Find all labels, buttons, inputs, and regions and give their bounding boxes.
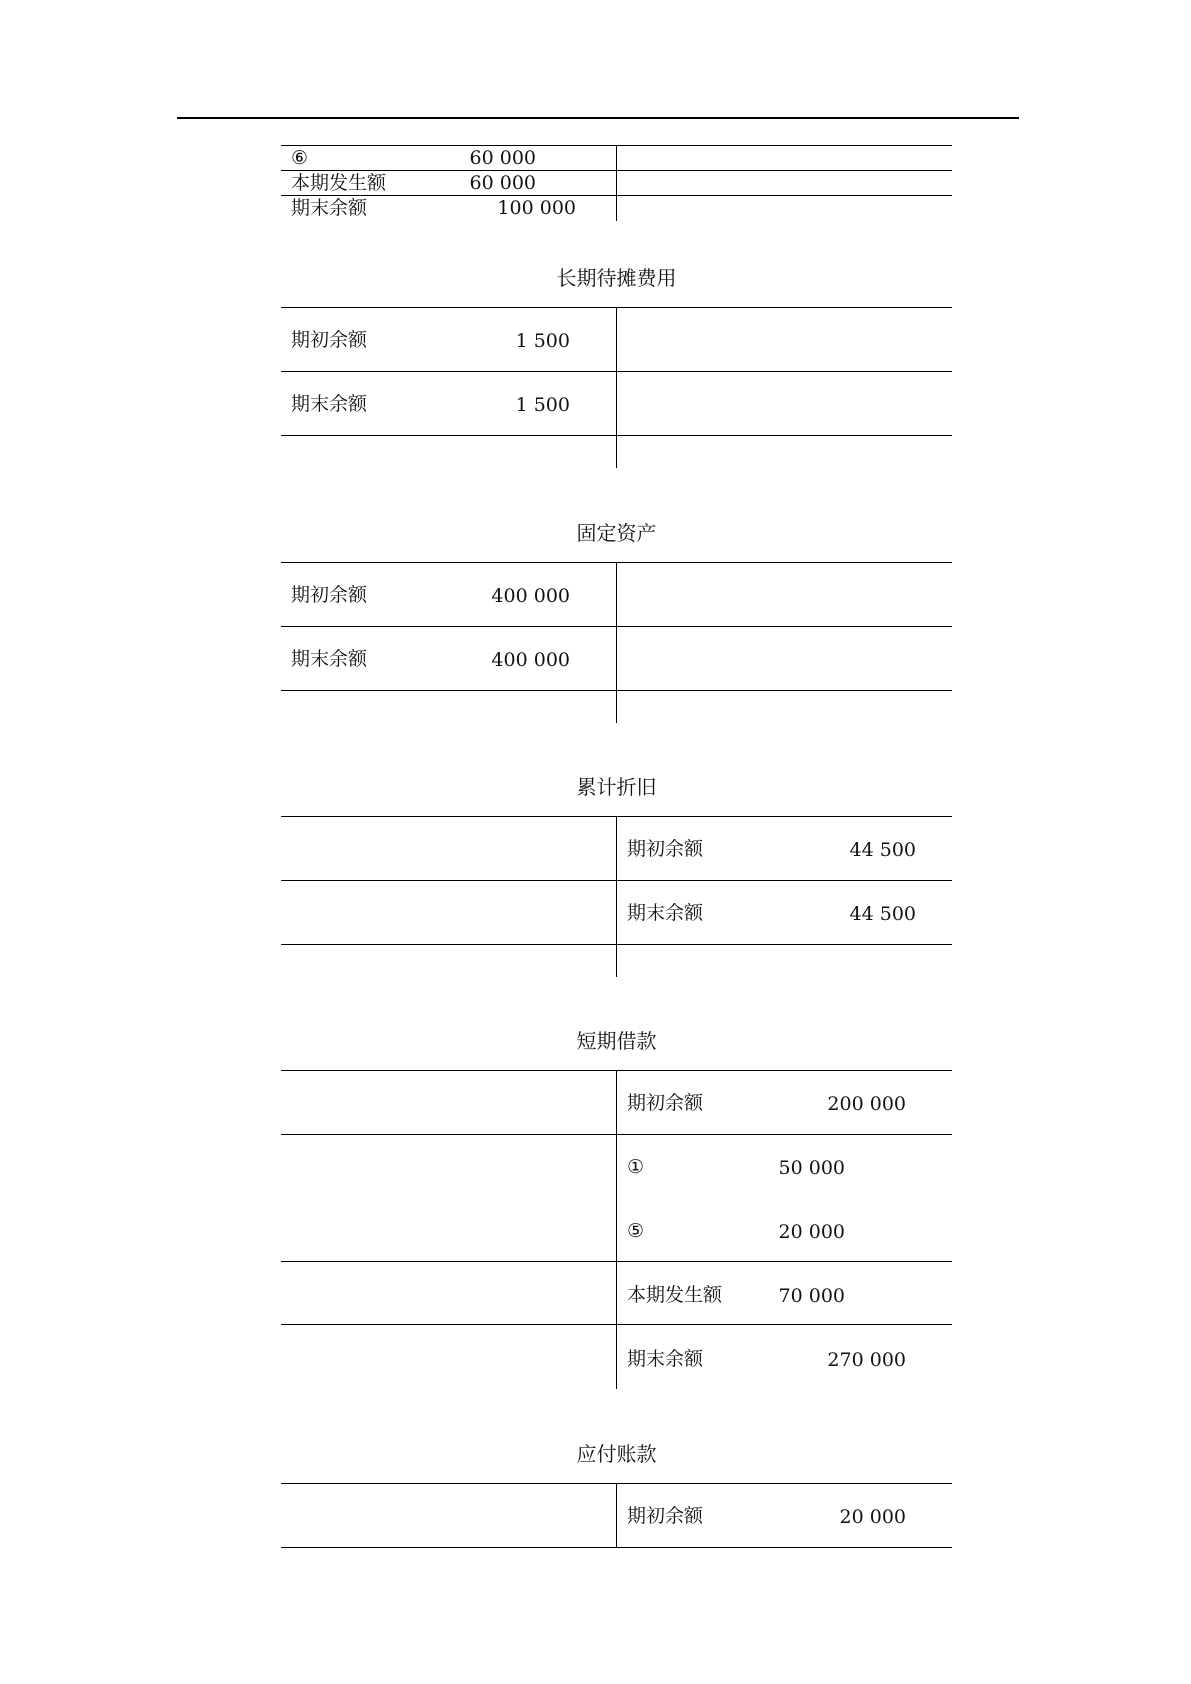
- entry-label: 期末余额: [627, 1348, 704, 1370]
- entry-label: 期初余额: [627, 838, 704, 860]
- entry-label: ⑥: [291, 147, 309, 169]
- account-title: 短期借款: [576, 1029, 657, 1053]
- entry-amount: 44 500: [849, 903, 916, 925]
- entry-amount: 50 000: [778, 1157, 845, 1179]
- entry-amount: 20 000: [839, 1506, 906, 1528]
- entry-amount: 100 000: [497, 197, 576, 219]
- row-divider: [281, 1547, 952, 1548]
- entry-amount: 1 500: [515, 394, 570, 416]
- t-account-center-line: [616, 1070, 617, 1389]
- entry-amount: 60 000: [469, 147, 536, 169]
- entry-label: 期末余额: [291, 648, 368, 670]
- entry-label: 期末余额: [627, 902, 704, 924]
- entry-label: 期初余额: [291, 329, 368, 351]
- entry-amount: 20 000: [778, 1221, 845, 1243]
- t-account-center-line: [616, 307, 617, 468]
- entry-label: 期末余额: [291, 393, 368, 415]
- account-title: 累计折旧: [576, 775, 657, 799]
- entry-amount: 200 000: [827, 1093, 906, 1115]
- entry-label: 期末余额: [291, 197, 368, 219]
- account-title: 固定资产: [576, 521, 657, 545]
- entry-label: ⑤: [627, 1220, 645, 1242]
- entry-label: 期初余额: [627, 1505, 704, 1527]
- entry-amount: 44 500: [849, 839, 916, 861]
- account-title: 应付账款: [576, 1442, 657, 1466]
- entry-label: 本期发生额: [627, 1284, 723, 1306]
- t-account-center-line: [616, 816, 617, 977]
- page-header-rule: [177, 117, 1019, 119]
- entry-amount: 270 000: [827, 1349, 906, 1371]
- entry-amount: 400 000: [491, 585, 570, 607]
- entry-label: 期初余额: [627, 1092, 704, 1114]
- t-account-center-line: [616, 1483, 617, 1547]
- entry-label: 本期发生额: [291, 172, 387, 194]
- account-title: 长期待摊费用: [556, 266, 677, 290]
- entry-amount: 70 000: [778, 1285, 845, 1307]
- entry-label: 期初余额: [291, 584, 368, 606]
- entry-amount: 1 500: [515, 330, 570, 352]
- entry-amount: 400 000: [491, 649, 570, 671]
- entry-amount: 60 000: [469, 172, 536, 194]
- t-account-center-line: [616, 562, 617, 723]
- t-account-center-line: [616, 145, 617, 221]
- entry-label: ①: [627, 1156, 645, 1178]
